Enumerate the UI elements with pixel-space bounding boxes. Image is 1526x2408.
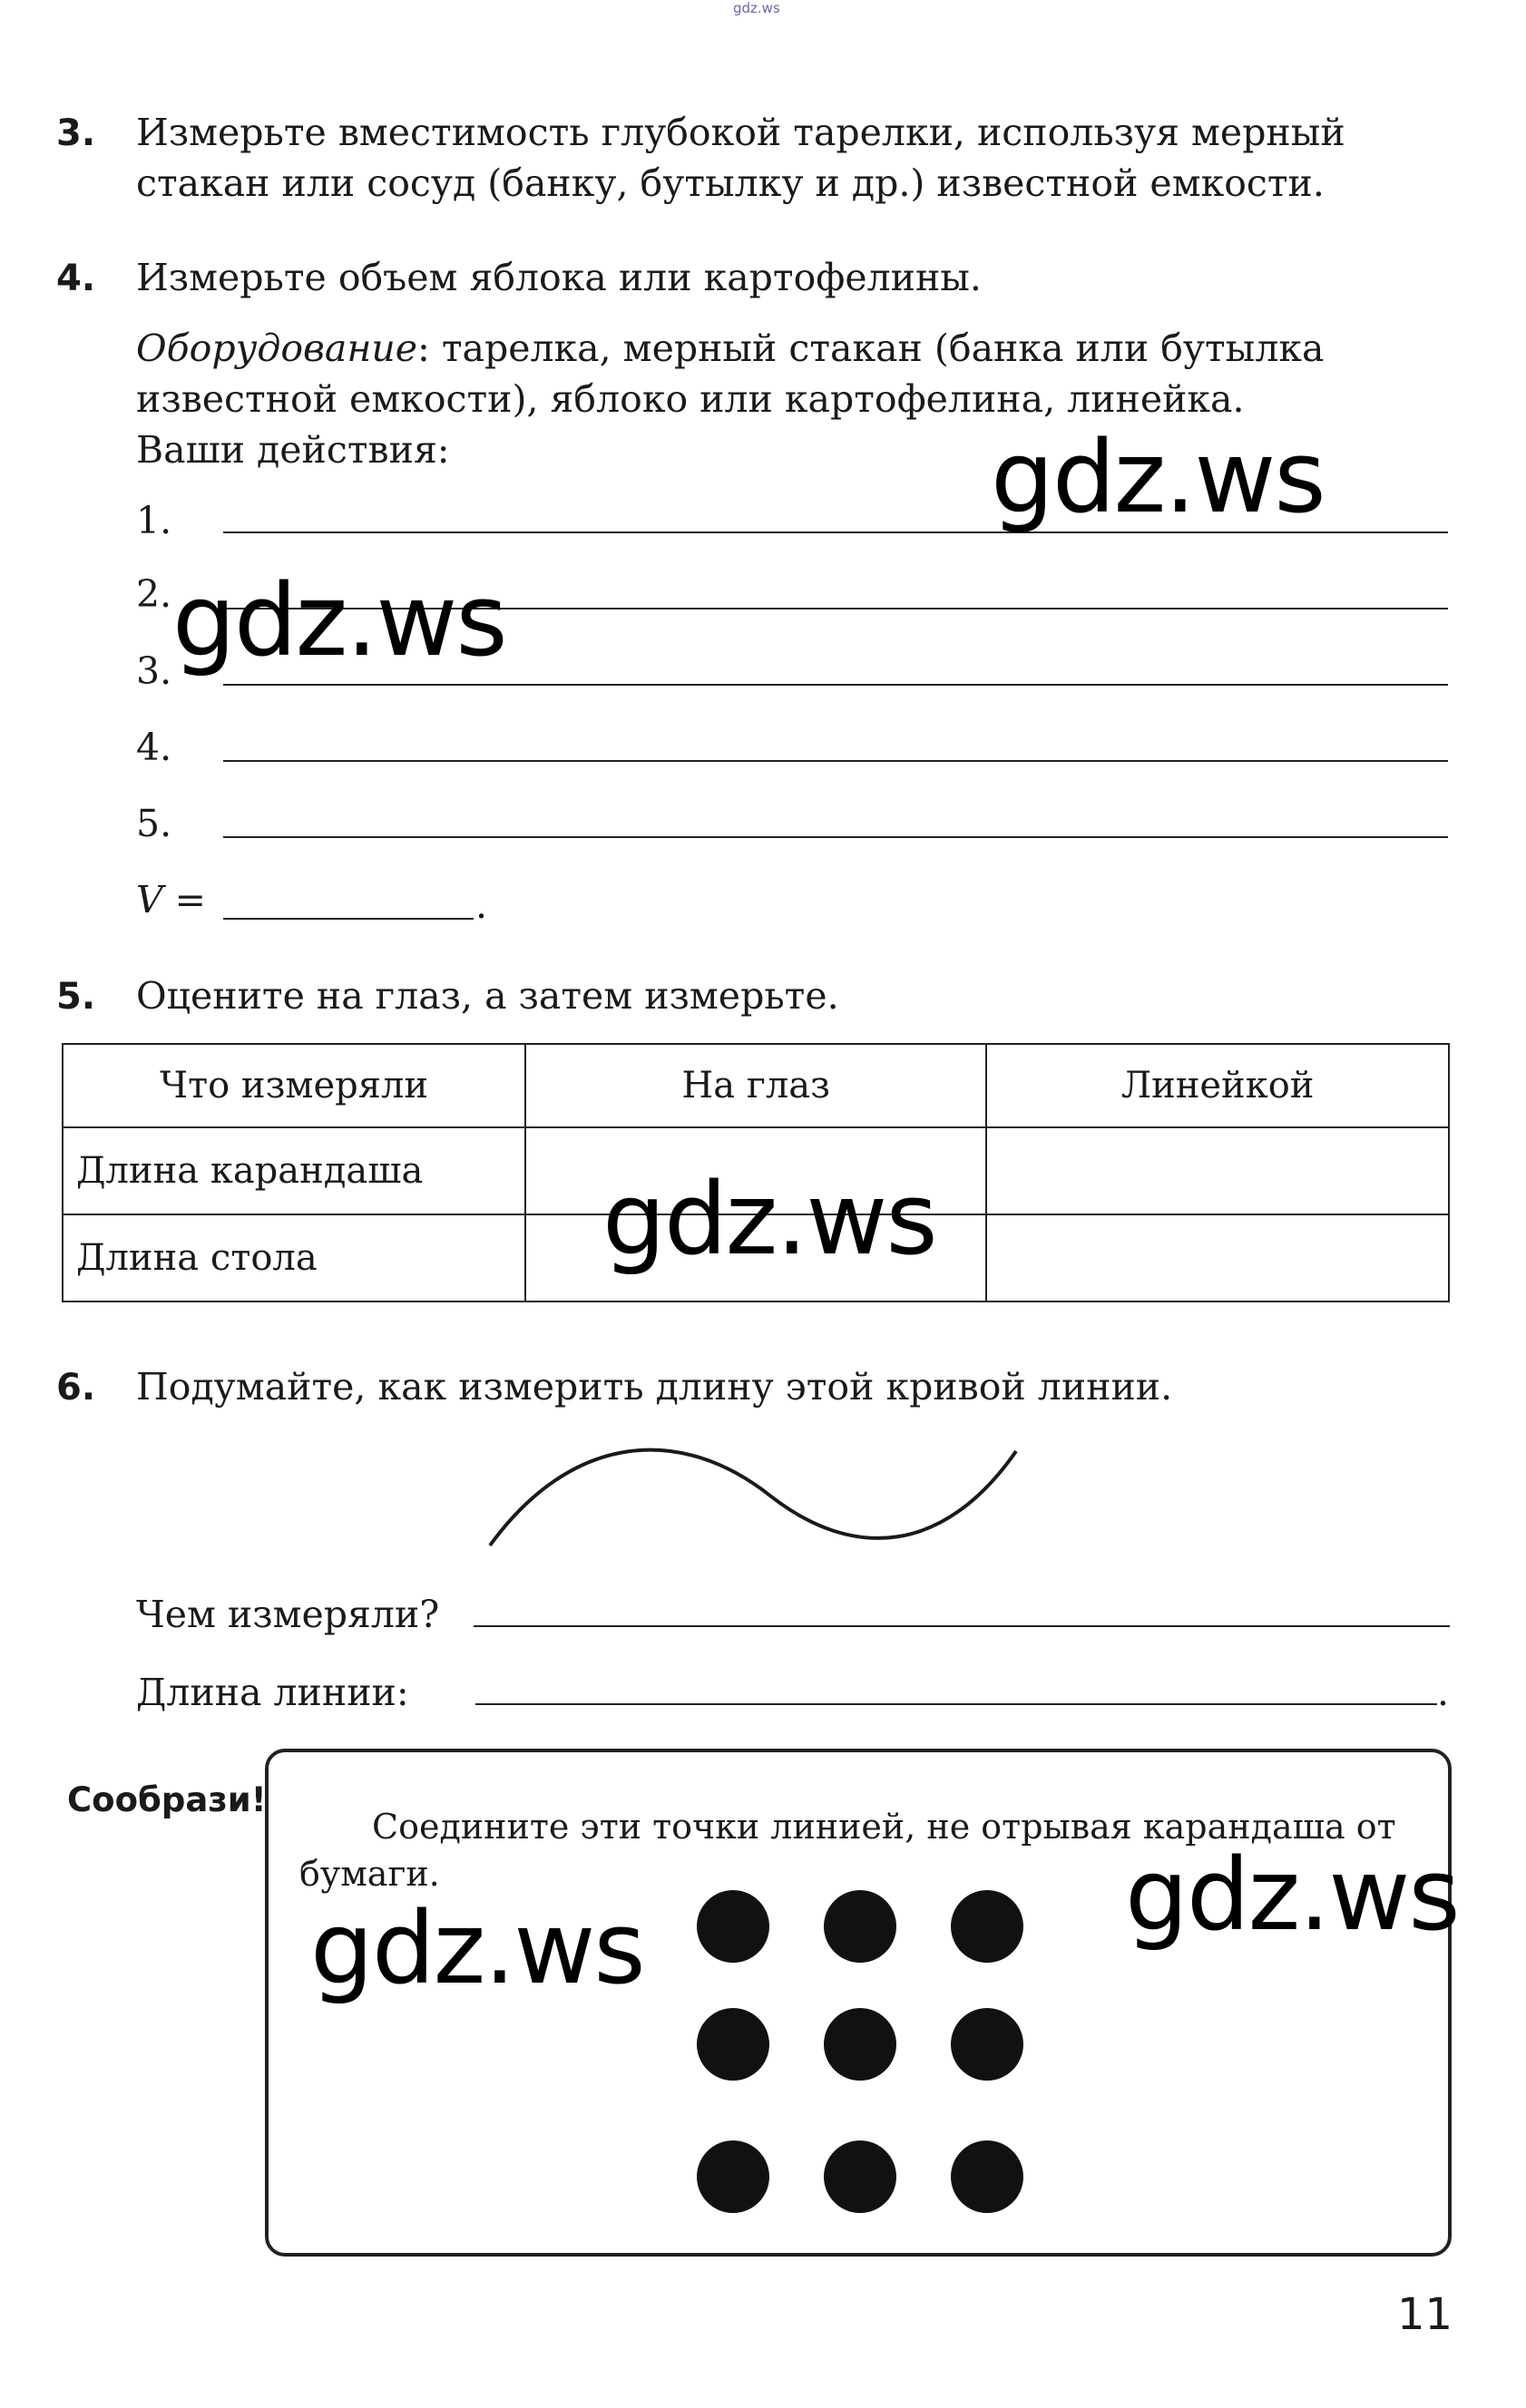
watermark: gdz.ws [602, 1161, 936, 1277]
volume-end: . [475, 883, 488, 927]
volume-label: V = [136, 878, 206, 921]
question-answer-line[interactable] [474, 1625, 1450, 1627]
header-what: Что измеряли [63, 1044, 525, 1127]
step-5-answer-line[interactable] [223, 836, 1448, 838]
watermark: gdz.ws [310, 1890, 644, 2006]
task4-actions-label: Ваши действия: [136, 428, 450, 472]
dot[interactable] [951, 2008, 1023, 2081]
watermark: gdz.ws [991, 419, 1325, 535]
task5-number: 5. [56, 976, 96, 1018]
table-header-row [63, 1044, 1449, 1127]
watermark: gdz.ws [172, 562, 506, 678]
dot[interactable] [951, 1890, 1023, 1963]
step-1-label: 1. [136, 499, 172, 542]
cell-ruler[interactable] [986, 1127, 1449, 1214]
site-tag: gdz.ws [733, 0, 780, 16]
volume-answer-line[interactable] [223, 918, 474, 920]
header-by-eye: На глаз [525, 1044, 986, 1127]
sobrazi-line2: бумаги. [299, 1854, 440, 1894]
equipment-label: Оборудование [136, 327, 418, 370]
task4-equipment-line2: известной емкости), яблоко или картофелина, линейка. [136, 377, 1245, 421]
header-ruler: Линейкой [986, 1044, 1449, 1127]
task3-line1: Измерьте вместимость глубокой тарелки, используя мерный [136, 111, 1345, 154]
row-label: Длина стола [63, 1214, 525, 1301]
dot[interactable] [697, 1890, 769, 1963]
equipment-text: : тарелка, мерный стакан (банка или бутылка [417, 327, 1325, 370]
step-4-label: 4. [136, 726, 172, 769]
task4-number: 4. [56, 258, 96, 299]
curved-line [472, 1415, 1034, 1569]
task6-title: Подумайте, как измерить длину этой кривой линии. [136, 1365, 1173, 1409]
cell-ruler[interactable] [986, 1214, 1449, 1301]
page-number: 11 [1397, 2289, 1453, 2340]
task5-title: Оцените на глаз, а затем измерьте. [136, 974, 839, 1018]
dot[interactable] [697, 2140, 769, 2213]
task3-number: 3. [56, 112, 96, 154]
task6-number: 6. [56, 1367, 96, 1409]
task6-length-label: Длина линии: [136, 1671, 409, 1714]
dot[interactable] [697, 2008, 769, 2081]
task6-question: Чем измеряли? [136, 1593, 440, 1636]
step-3-label: 3. [136, 649, 172, 693]
watermark: gdz.ws [1125, 1837, 1459, 1953]
task4-title: Измерьте объем яблока или картофелины. [136, 256, 982, 299]
length-end: . [1437, 1671, 1450, 1714]
task4-equipment [136, 323, 1324, 374]
sobrazi-label: Сообрази! [67, 1780, 267, 1819]
dot[interactable] [824, 1890, 896, 1963]
dot[interactable] [824, 2140, 896, 2213]
step-4-answer-line[interactable] [223, 760, 1448, 762]
length-answer-line[interactable] [475, 1703, 1437, 1705]
task3-line2: стакан или сосуд (банку, бутылку и др.) известной емкости. [136, 161, 1325, 205]
step-2-label: 2. [136, 572, 172, 616]
row-label: Длина карандаша [63, 1127, 525, 1214]
step-5-label: 5. [136, 802, 172, 845]
step-3-answer-line[interactable] [223, 684, 1448, 686]
dot[interactable] [951, 2140, 1023, 2213]
sobrazi-line1: Соедините эти точки линией, не отрывая карандаша от [372, 1807, 1396, 1847]
dot[interactable] [824, 2008, 896, 2081]
